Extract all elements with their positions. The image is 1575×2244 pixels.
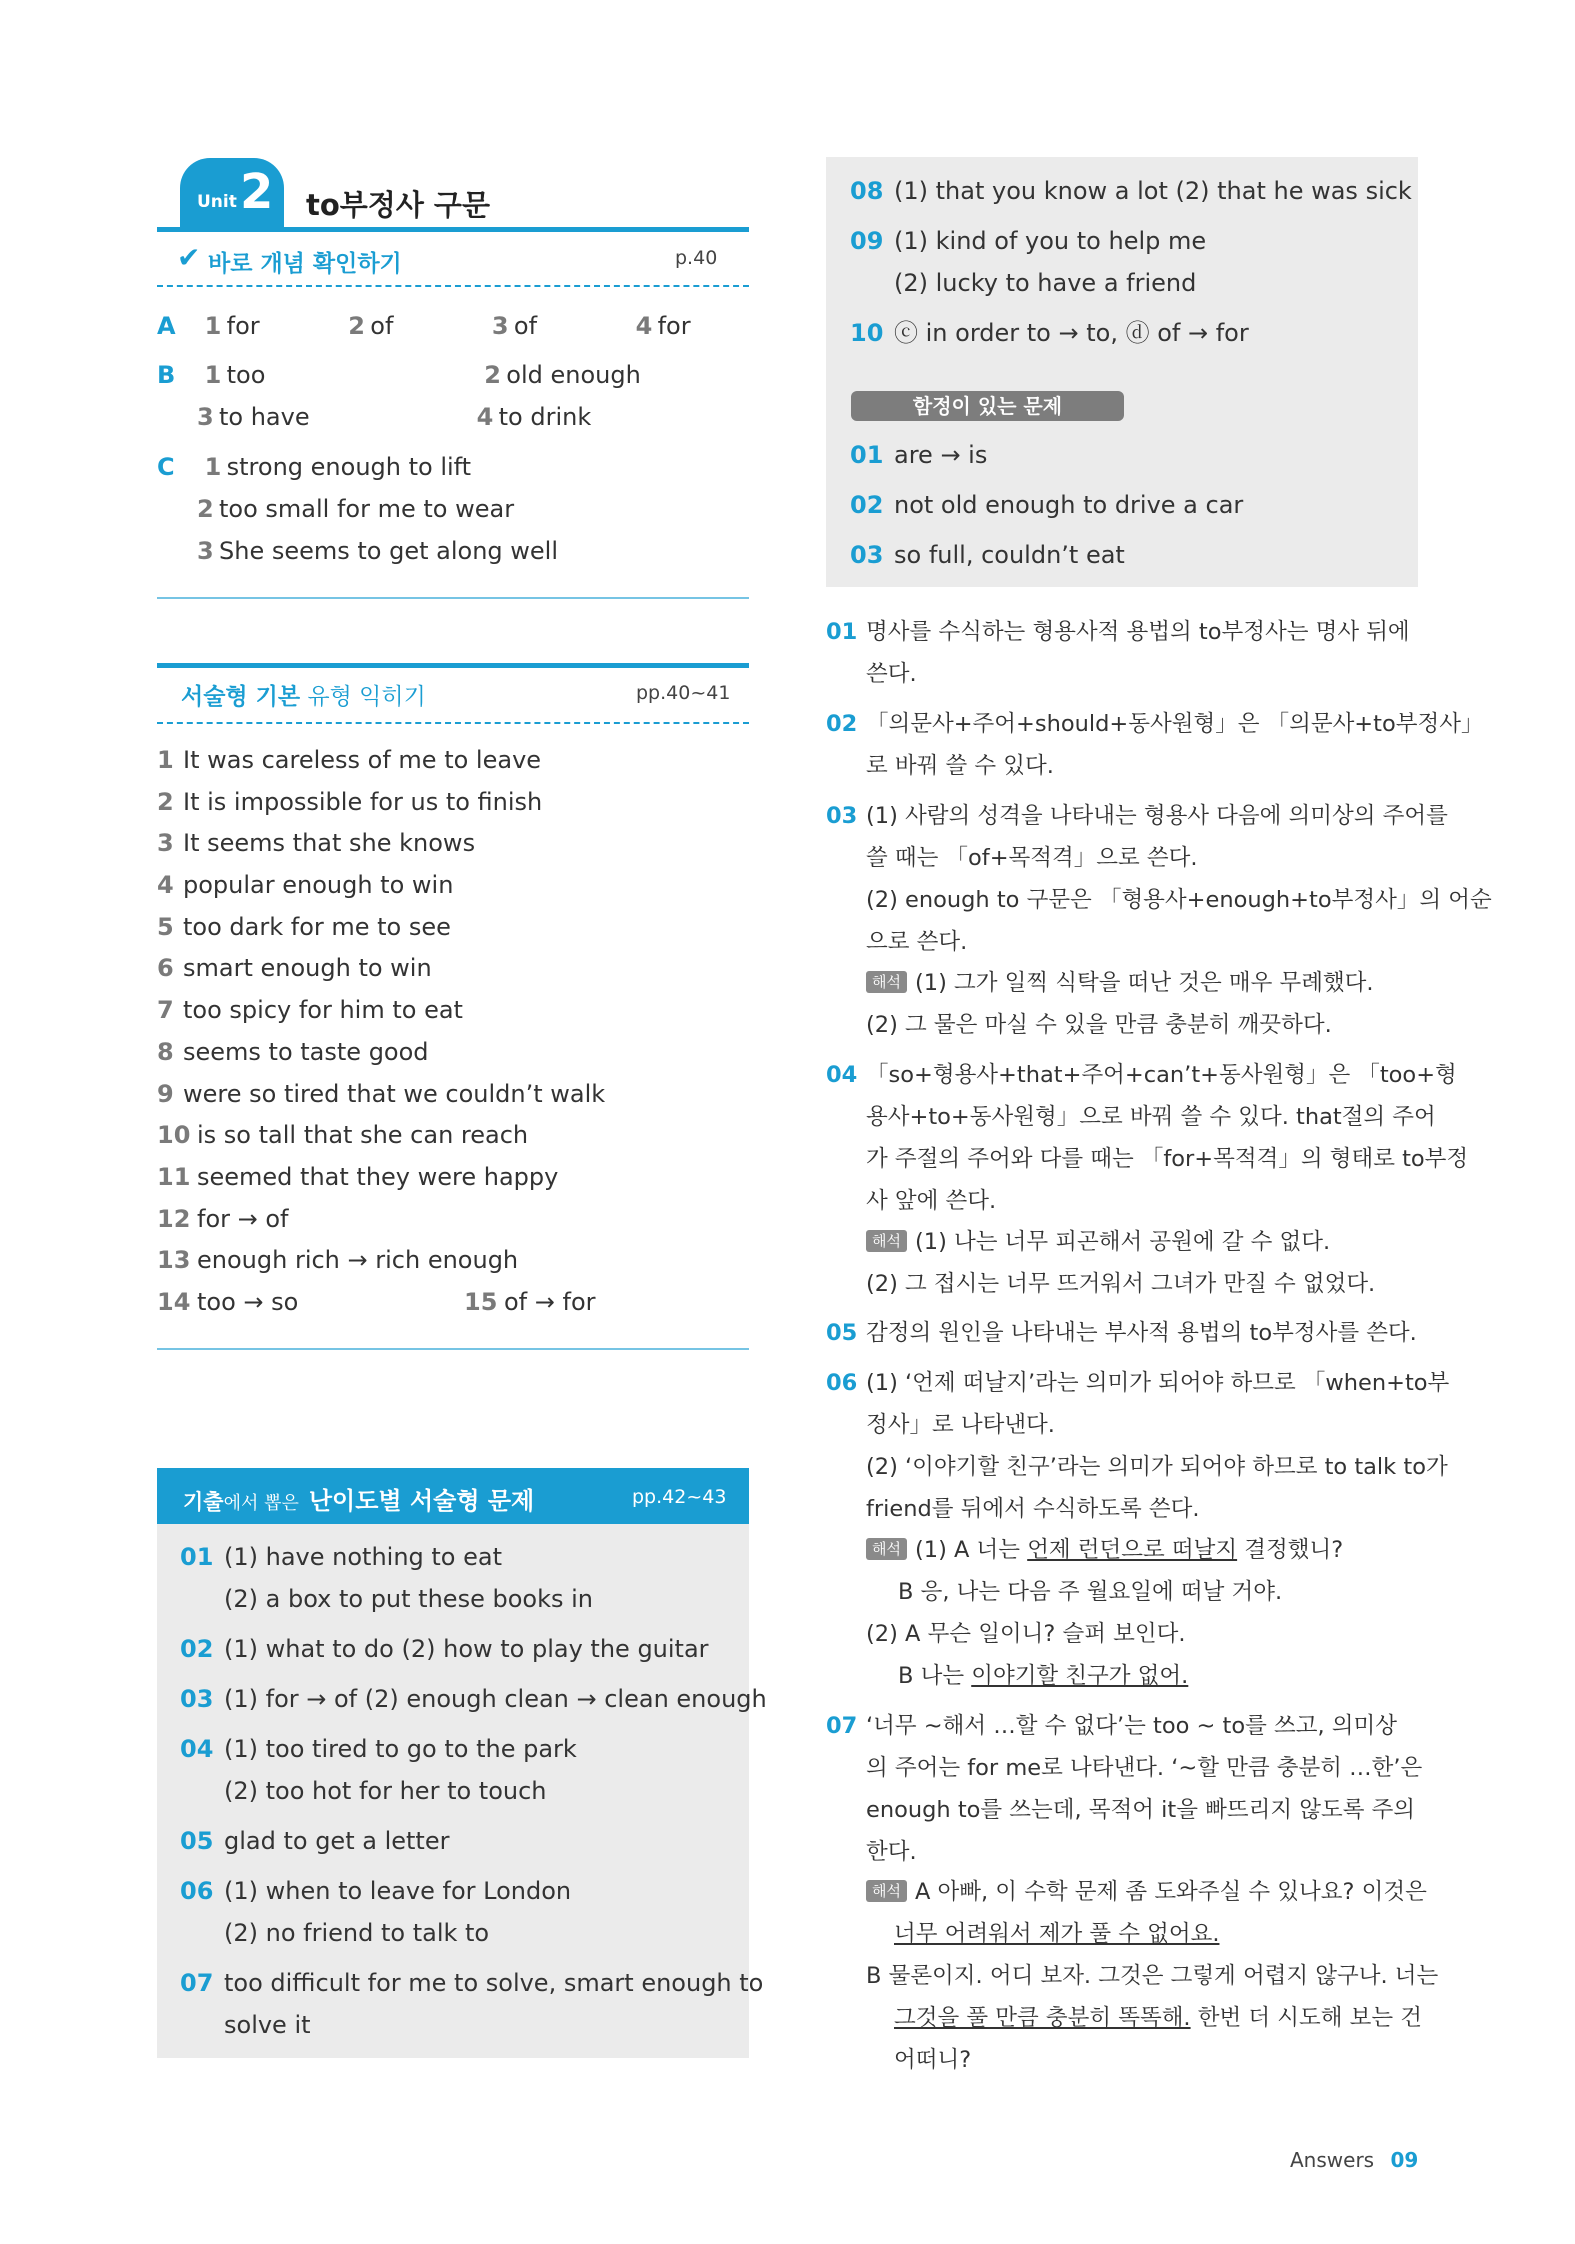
item-line: (2) lucky to have a friend (894, 269, 1197, 297)
answer-item (180, 1542, 750, 1614)
explanation-row (826, 1368, 1450, 1524)
item-text: popular enough to win (183, 871, 454, 900)
explanation-row (826, 617, 1421, 689)
item-number: 02 (180, 1635, 214, 1663)
item-text: too dark for me to see (183, 912, 451, 941)
explanation-lines (866, 1318, 1421, 1348)
list-item (157, 1120, 757, 1162)
item-text: It was careless of me to leave (183, 746, 542, 774)
footer-label: Answers (1290, 2148, 1375, 2172)
answer-row-C3: 3 She seems to get along well (197, 537, 559, 565)
item-number: 14 (157, 1287, 191, 1316)
explanation-line: (2) enough to 구문은 「형용사+enough+to부정사」의 어순 (866, 887, 1492, 913)
unit-label: Unit (197, 192, 237, 212)
item-text: It seems that she knows (183, 829, 476, 858)
item-lines (224, 1684, 767, 1714)
page-ref: p.40 (675, 247, 718, 269)
item-line: are → is (894, 441, 988, 469)
section-title: 바로 개념 확인하기 (208, 251, 402, 277)
item-number: 02 (850, 491, 884, 519)
answer-row-B: B 1 too 2 old enough (157, 361, 641, 389)
explanation-01 (826, 617, 1421, 689)
item-lines (224, 1968, 763, 2040)
item-lines (894, 490, 1243, 520)
item-number: 2 (157, 787, 174, 816)
item-number: 8 (157, 1037, 174, 1066)
answer-item (180, 1826, 750, 1856)
trap-label: 함정이 있는 문제 (912, 394, 1063, 418)
explanation-lines (866, 709, 1483, 781)
item-number: 06 (180, 1877, 214, 1905)
exam-answer-list (180, 1542, 767, 2060)
item-line: not old enough to drive a car (894, 491, 1244, 519)
explanation-line: 의 주어는 for me로 나타낸다. ‘~할 만큼 충분히 …한’은 (866, 1755, 1423, 1781)
list-item (157, 953, 757, 995)
right-answer-list (850, 176, 1410, 368)
item-number: 11 (157, 1162, 191, 1191)
page-number: 09 (1390, 2148, 1419, 2172)
explanation-number: 05 (826, 1320, 858, 1346)
item-number: 03 (180, 1685, 214, 1713)
item-lines (224, 1734, 577, 1806)
item-number: 07 (180, 1969, 214, 1997)
explanation-line: 용사+to+동사원형」으로 바꿔 쓸 수 있다. that절의 주어 (866, 1104, 1436, 1130)
explanation-row (826, 801, 1492, 957)
dashed-divider (157, 285, 749, 287)
explanation-number: 03 (826, 803, 858, 829)
item-number: 3 (157, 829, 174, 858)
explanation-line: 감정의 원인을 나타내는 부사적 용법의 to부정사를 쓴다. (866, 1320, 1417, 1346)
item-line: (1) kind of you to help me (894, 227, 1207, 255)
page-ref: pp.42~43 (632, 1486, 727, 1508)
list-item (157, 870, 757, 912)
explanation-lines (866, 1368, 1449, 1524)
item-number: 4 (157, 871, 174, 900)
explanation-line: (1) ‘언제 떠날지’라는 의미가 되어야 하므로 「when+to부 (866, 1370, 1450, 1396)
explanation-02 (826, 709, 1484, 781)
answer-item (180, 1634, 750, 1664)
explanation-line: (2) ‘이야기할 친구’라는 의미가 되어야 하므로 to talk to가 (866, 1454, 1448, 1480)
explanation-number: 07 (826, 1713, 858, 1739)
item-line: so full, couldn’t eat (894, 541, 1125, 569)
answer-item (850, 318, 1410, 348)
answer-row-B2: 3 to have 4 to drink (197, 403, 592, 431)
explanation-number: 04 (826, 1062, 858, 1088)
answer-item (180, 1876, 750, 1948)
explanation-line: (1) 사람의 성격을 나타내는 형용사 다음에 의미상의 주어를 (866, 803, 1448, 829)
item-number: 03 (850, 541, 884, 569)
item-number: 08 (850, 177, 884, 205)
explanation-number: 06 (826, 1370, 858, 1396)
answer-item (180, 1968, 764, 2040)
explanation-line: 명사를 수식하는 형용사적 용법의 to부정사는 명사 뒤에 (866, 619, 1410, 645)
explanation-line: 가 주절의 주어와 다를 때는 「for+목적격」의 형태로 to부정 (866, 1146, 1469, 1172)
explanation-line: 「의문사+주어+should+동사원형」은 「의문사+to부정사」 (866, 711, 1484, 737)
answer-item (850, 540, 1410, 570)
explanation-03 (826, 801, 1492, 957)
list-item (157, 1162, 757, 1204)
item-line: (2) no friend to talk to (224, 1919, 490, 1947)
item-line: solve it (224, 2011, 311, 2039)
page-ref: pp.40~41 (636, 682, 731, 704)
item-lines (894, 540, 1125, 570)
explanation-06 (826, 1368, 1450, 1524)
translation-06: 해석 (1) A 너는 언제 런던으로 떠날지 결정했니? B 응, 나는 다음 주 월요일에 떠날 거야. (2) A 무슨 일이니? 슬퍼 보인다. B 나는 이야기할 친구가 없어. (866, 1537, 1344, 1689)
check-icon: ✔ (177, 241, 201, 274)
list-item (157, 1079, 757, 1121)
item-line: (2) too hot for her to touch (224, 1777, 547, 1805)
list-item (157, 828, 757, 870)
item-text: of → for (504, 1287, 596, 1316)
explanation-lines (866, 1711, 1422, 1867)
explanation-line: 으로 쓴다. (866, 929, 968, 955)
item-number: 10 (850, 319, 884, 347)
explanation-row (826, 709, 1484, 781)
explanation-05 (826, 1318, 1421, 1348)
list-item (157, 1287, 757, 1329)
basic-answer-list (157, 745, 757, 1329)
explanation-04 (826, 1060, 1469, 1216)
explanation-row (826, 1060, 1469, 1216)
translation-tag: 해석 (866, 1230, 907, 1252)
answer-item (850, 226, 1410, 298)
translation-tag: 해석 (866, 1880, 907, 1902)
item-line: (1) what to do (2) how to play the guitar (224, 1635, 709, 1663)
translation-03: 해석 (1) 그가 일찍 식탁을 떠난 것은 매우 무례했다. (2) 그 물은 마실 수 있을 만큼 충분히 깨끗하다. (866, 970, 1374, 1038)
answer-item (850, 440, 1410, 470)
item-text: It is impossible for us to finish (183, 787, 543, 816)
explanation-line: 쓴다. (866, 661, 917, 687)
explanation-line: 로 바꿔 쓸 수 있다. (866, 753, 1054, 779)
item-line: (1) that you know a lot (2) that he was sick (894, 177, 1412, 205)
item-number: 9 (157, 1079, 174, 1108)
list-item (157, 995, 757, 1037)
explanation-line: 한다. (866, 1839, 917, 1865)
item-line: (1) too tired to go to the park (224, 1735, 577, 1763)
item-number: 10 (157, 1121, 191, 1150)
item-lines (894, 318, 1249, 348)
list-item (157, 1245, 757, 1287)
translation-tag: 해석 (866, 971, 907, 993)
item-lines (894, 440, 987, 470)
item-text: smart enough to win (183, 954, 432, 983)
item-text: seems to taste good (183, 1037, 429, 1066)
page-footer (1290, 2148, 1418, 2172)
item-line: (1) have nothing to eat (224, 1543, 503, 1571)
translation-tag: 해석 (866, 1538, 907, 1560)
item-number: 13 (157, 1246, 191, 1275)
item-text: too spicy for him to eat (183, 996, 463, 1025)
list-item (157, 745, 757, 787)
item-text: for → of (197, 1204, 289, 1233)
unit-rule (157, 227, 749, 232)
explanation-07 (826, 1711, 1421, 1867)
translation-07: 해석 A 아빠, 이 수학 문제 좀 도와주실 수 있나요? 이것은 너무 어려워서 제가 풀 수 없어요. B 물론이지. 어디 보자. 그것은 그렇게 어렵지 않구나. 너는 그것을 풀 만큼 충분히 똑똑해. 한번 더 시도해 보는 건 어떠니? (866, 1879, 1439, 2073)
item-line: (2) a box to put these books in (224, 1585, 593, 1613)
unit-title: to부정사 구문 (306, 188, 490, 222)
item-line: too difficult for me to solve, smart enough to (224, 1969, 764, 1997)
section-end-rule (157, 597, 749, 599)
item-number: 15 (464, 1287, 498, 1316)
item-text: seemed that they were happy (197, 1162, 559, 1191)
explanation-line: friend를 뒤에서 수식하도록 쓴다. (866, 1496, 1200, 1522)
explanation-lines (866, 801, 1492, 957)
item-lines (224, 1634, 709, 1664)
explanation-line: ‘너무 ~해서 …할 수 없다’는 too ~ to를 쓰고, 의미상 (866, 1713, 1397, 1739)
item-text: too → so (197, 1287, 299, 1316)
unit-number: 2 (240, 164, 274, 220)
explanation-row (826, 1711, 1421, 1867)
item-line: (1) for → of (2) enough clean → clean enough (224, 1685, 767, 1713)
item-lines (894, 176, 1412, 206)
answer-item (850, 176, 1410, 206)
translation-04: 해석 (1) 나는 너무 피곤해서 공원에 갈 수 없다. (2) 그 접시는 너무 뜨거워서 그녀가 만질 수 없었다. (866, 1229, 1376, 1297)
section-top-rule (157, 663, 749, 668)
item-text: is so tall that she can reach (197, 1121, 529, 1150)
item-number: 09 (850, 227, 884, 255)
item-line: (1) when to leave for London (224, 1877, 572, 1905)
list-item (157, 1037, 757, 1079)
explanation-line: 「so+형용사+that+주어+can’t+동사원형」은 「too+형 (866, 1062, 1457, 1088)
item-line: glad to get a letter (224, 1827, 450, 1855)
answer-item (850, 490, 1410, 520)
answer-item (180, 1684, 767, 1714)
item-line: ⓒ in order to → to, ⓓ of → for (894, 319, 1249, 347)
item-lines (894, 226, 1206, 298)
item-number: 7 (157, 996, 174, 1025)
answer-row-A: A 1 for 2 of 3 of 4 for (157, 312, 691, 340)
item-lines (224, 1826, 449, 1856)
section-title: 기출에서 뽑은 난이도별 서술형 문제 (183, 1487, 535, 1515)
item-number: 12 (157, 1204, 191, 1233)
item-text: were so tired that we couldn’t walk (183, 1079, 606, 1108)
item-number: 04 (180, 1735, 214, 1763)
dashed-divider (157, 722, 749, 724)
item-number: 5 (157, 912, 174, 941)
explanation-number: 02 (826, 711, 858, 737)
section-end-rule (157, 1348, 749, 1350)
list-item (157, 912, 757, 954)
item-number: 6 (157, 954, 174, 983)
explanation-number: 01 (826, 619, 858, 645)
explanation-line: 정사」로 나타낸다. (866, 1412, 1055, 1438)
explanation-line: enough to를 쓰는데, 목적어 it을 빠뜨리지 않도록 주의 (866, 1797, 1416, 1823)
item-number: 05 (180, 1827, 214, 1855)
answer-row-C2: 2 too small for me to wear (197, 495, 515, 523)
explanation-row (826, 1318, 1421, 1348)
section-title: 서술형 기본 유형 익히기 (181, 684, 426, 710)
item-number: 01 (850, 441, 884, 469)
explanation-lines (866, 1060, 1468, 1216)
trap-answer-list (850, 440, 1410, 590)
explanation-line: 쓸 때는 「of+목적격」으로 쓴다. (866, 845, 1198, 871)
explanation-lines (866, 617, 1421, 689)
list-item (157, 1204, 757, 1246)
item-number: 01 (180, 1543, 214, 1571)
explanation-line: 사 앞에 쓴다. (866, 1188, 997, 1214)
item-lines (224, 1542, 593, 1614)
item-lines (224, 1876, 571, 1948)
answer-row-C: C 1 strong enough to lift (157, 453, 472, 481)
list-item (157, 787, 757, 829)
item-text: enough rich → rich enough (197, 1246, 519, 1275)
item-number: 1 (157, 746, 174, 774)
answer-item (180, 1734, 750, 1806)
